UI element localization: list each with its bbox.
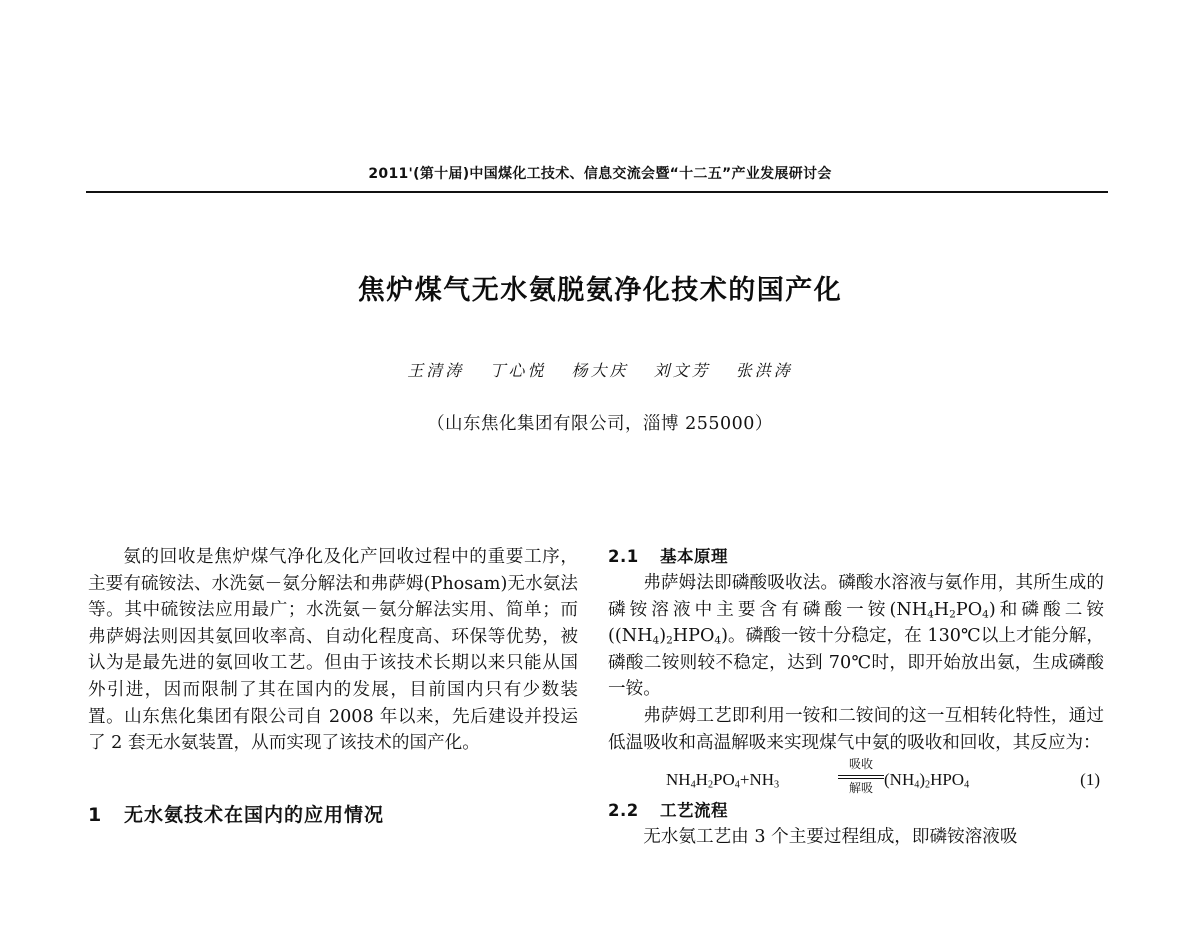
equation-number: (1) — [1080, 770, 1100, 790]
header-rule — [86, 191, 1108, 193]
equilibrium-arrow-icon: 吸收 解吸 — [838, 758, 884, 798]
section-title: 工艺流程 — [660, 801, 728, 821]
section-number: 1 — [88, 803, 103, 826]
author: 丁心悦 — [489, 361, 547, 380]
left-column — [88, 544, 578, 828]
section-number: 2.2 — [608, 801, 639, 821]
section-title: 无水氨技术在国内的应用情况 — [124, 803, 385, 826]
principle-paragraph: 弗萨姆法即磷酸吸收法。磷酸水溶液与氨作用，其所生成的磷铵溶液中主要含有磷酸一铵$(NH_4H_2PO_4)$和磷酸二铵$((NH_4)_2HPO_4)$。磷酸一铵十分稳定，在 130℃以上才能分解，磷酸二铵则较不稳定，达到 70℃时，即开始放出氨，生成磷酸一铵。 — [608, 573, 1104, 700]
intro-paragraph: 氨的回收是焦炉煤气净化及化产回收过程中的重要工序，主要有硫铵法、水洗氨－氨分解法和弗萨姆(Phosam)无水氨法等。其中硫铵法应用最广；水洗氨－氨分解法实用、简单；而弗萨姆法则因其氨回收率高、自动化程度高、环保等优势，被认为是最先进的氨回收工艺。但由于该技术长期以来只能从国外引进，因而限制了其在国内的发展，目前国内只有少数装置。山东焦化集团有限公司自 2008 年以来，先后建设并投运了 2 套无水氨装置，从而实现了该技术的国产化。 — [88, 547, 578, 754]
author-list — [0, 358, 1200, 381]
right-column — [608, 544, 1104, 851]
section-title: 基本原理 — [660, 547, 728, 566]
equation-rhs: $(NH_4)_2HPO_4$ — [884, 770, 970, 791]
author: 王清涛 — [407, 361, 465, 380]
principle-paragraph-2: 弗萨姆工艺即利用一铵和二铵间的这一互相转化特性，通过低温吸收和高温解吸来实现煤气中氨的吸收和回收，其反应为： — [608, 705, 1104, 753]
running-header: 2011'(第十届)中国煤化工技术、信息交流会暨“十二五”产业发展研讨会 — [368, 166, 832, 182]
process-paragraph: 无水氨工艺由 3 个主要过程组成，即磷铵溶液吸 — [643, 827, 1018, 848]
author: 刘文芳 — [653, 361, 711, 380]
section-heading-2-1 — [608, 544, 1104, 570]
equation-lhs: $NH_4H_2PO_4+NH_3$ — [666, 770, 780, 791]
reaction-equation — [608, 758, 1104, 798]
section-heading-2-2 — [608, 798, 1104, 824]
author: 张洪涛 — [735, 361, 793, 380]
author: 杨大庆 — [571, 361, 629, 380]
affiliation: （山东焦化集团有限公司，淄博 255000） — [427, 414, 773, 434]
section-number: 2.1 — [608, 547, 639, 566]
section-heading-1 — [88, 802, 578, 829]
paper-title: 焦炉煤气无水氨脱氨净化技术的国产化 — [357, 275, 843, 306]
